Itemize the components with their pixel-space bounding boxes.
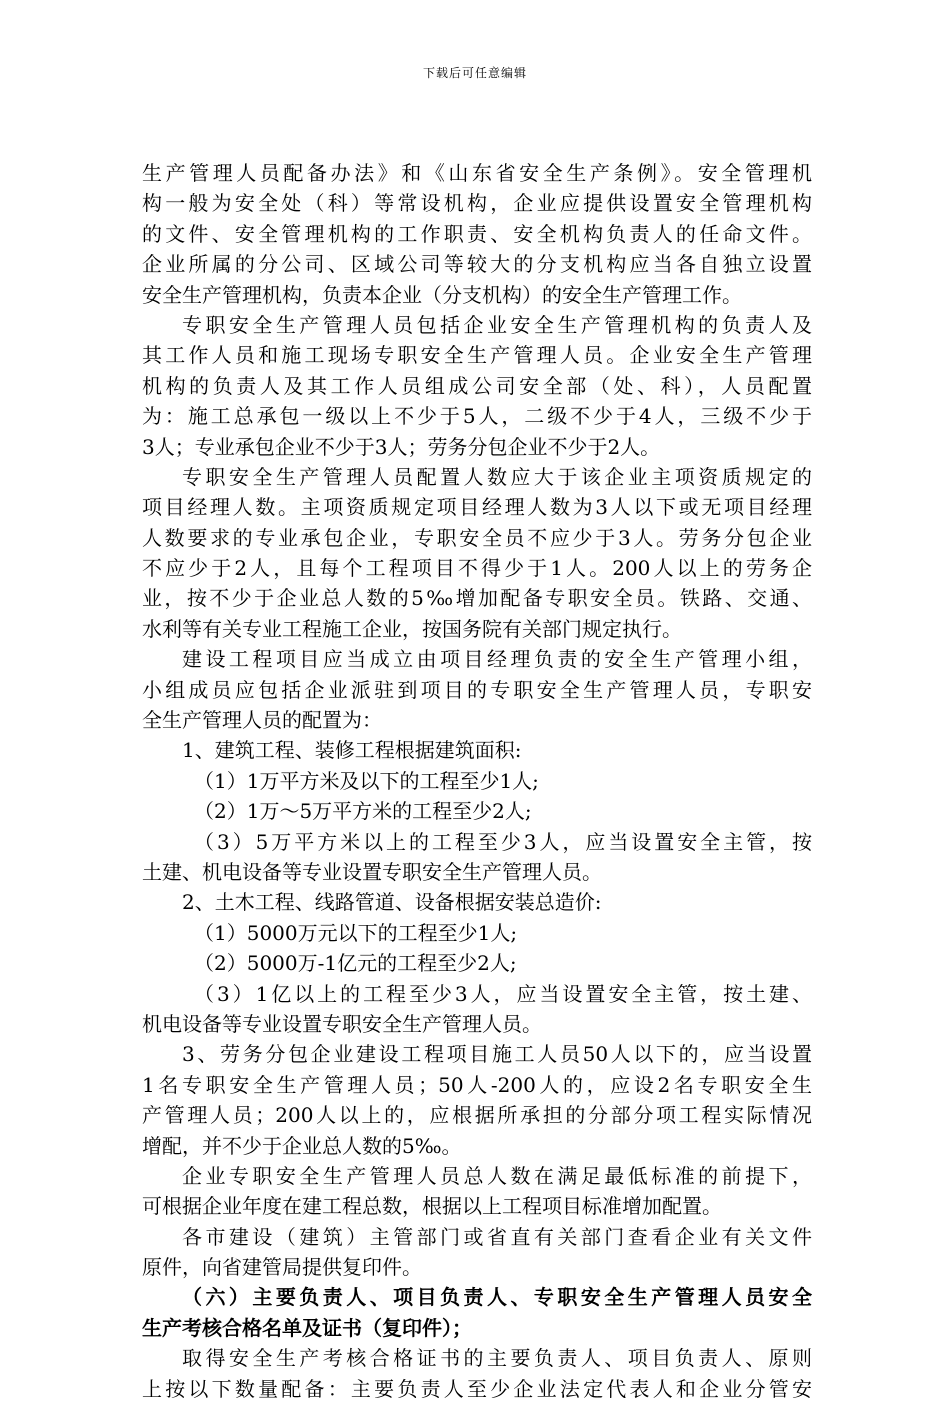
body-text-line: 机电设备等专业设置专职安全生产管理人员。 — [142, 1011, 542, 1036]
body-text-line: 增配，并不少于企业总人数的5‰。 — [142, 1133, 462, 1158]
body-text-line: 不应少于2人，且每个工程项目不得少于1人。200人以上的劳务企 — [142, 556, 812, 581]
body-text-line: 企业所属的分公司、区域公司等较大的分支机构应当各自独立设置 — [142, 252, 812, 277]
body-text-line: 人数要求的专业承包企业，专职安全员不应少于3人。劳务分包企业 — [142, 525, 812, 550]
body-text-line: 生产管理人员配备办法》和《山东省安全生产条例》。安全管理机 — [142, 161, 812, 185]
body-text-line: 2、土木工程、线路管道、设备根据安装总造价: — [182, 890, 602, 915]
body-text-line: 生产考核合格名单及证书（复印件）； — [142, 1315, 472, 1340]
body-text-line: 3、劳务分包企业建设工程项目施工人员50人以下的，应当设置 — [182, 1042, 812, 1067]
body-text-line: 取得安全生产考核合格证书的主要负责人、项目负责人、原则 — [182, 1346, 812, 1371]
body-text-line: 产管理人员；200人以上的，应根据所承担的分部分项工程实际情况 — [142, 1103, 812, 1128]
document-body — [142, 158, 812, 1404]
body-text-line: 3人；专业承包企业不少于3人；劳务分包企业不少于2人。 — [142, 434, 661, 459]
body-text-line: 水利等有关专业工程施工企业，按国务院有关部门规定执行。 — [142, 616, 682, 641]
body-text-line: 为：施工总承包一级以上不少于5人，二级不少于4人，三级不少于 — [142, 404, 812, 429]
body-text-line: 1名专职安全生产管理人员；50人-200人的，应设2名专职安全生 — [142, 1072, 812, 1097]
body-text-line: （2）5000万-1亿元的工程至少2人; — [194, 951, 517, 976]
page-header-note: 下载后可任意编辑 — [422, 66, 527, 80]
body-text-line: 专职安全生产管理人员包括企业安全生产管理机构的负责人及 — [182, 312, 812, 337]
body-text-line: 建设工程项目应当成立由项目经理负责的安全生产管理小组， — [182, 647, 812, 672]
body-text-line: 机构的负责人及其工作人员组成公司安全部（处、科），人员配置 — [142, 373, 812, 398]
body-text-line: 其工作人员和施工现场专职安全生产管理人员。企业安全生产管理 — [142, 343, 812, 368]
body-text-line: 项目经理人数。主项资质规定项目经理人数为3人以下或无项目经理 — [142, 495, 812, 520]
body-text-line: 构一般为安全处（科）等常设机构，企业应提供设置安全管理机构 — [142, 191, 812, 216]
body-text-line: （1）1万平方米及以下的工程至少1人; — [194, 768, 539, 793]
body-text-line: （2）1万～5万平方米的工程至少2人; — [194, 799, 532, 824]
body-text-line: （六）主要负责人、项目负责人、专职安全生产管理人员安全 — [182, 1285, 812, 1310]
body-text-line: 可根据企业年度在建工程总数，根据以上工程项目标准增加配置。 — [142, 1194, 722, 1219]
body-text-line: 的文件、安全管理机构的工作职责、安全机构负责人的任命文件。 — [142, 221, 812, 246]
body-text-line: 小组成员应包括企业派驻到项目的专职安全生产管理人员，专职安 — [142, 677, 812, 702]
body-text-line: 全生产管理人员的配置为： — [142, 708, 382, 733]
body-text-line: 原件，向省建管局提供复印件。 — [142, 1255, 422, 1280]
body-text-line: 业，按不少于企业总人数的5‰增加配备专职安全员。铁路、交通、 — [142, 586, 812, 611]
body-text-line: （1）5000万元以下的工程至少1人; — [194, 920, 518, 945]
body-text-line: 上按以下数量配备：主要负责人至少企业法定代表人和企业分管安 — [142, 1376, 812, 1401]
body-text-line: 各市建设（建筑）主管部门或省直有关部门查看企业有关文件 — [182, 1224, 812, 1249]
body-text-line: 专职安全生产管理人员配置人数应大于该企业主项资质规定的 — [182, 464, 812, 489]
body-text-line: （3）1亿以上的工程至少3人，应当设置安全主管，按土建、 — [194, 981, 812, 1006]
body-text-line: 企业专职安全生产管理人员总人数在满足最低标准的前提下， — [182, 1163, 812, 1188]
body-text-line: （3）5万平方米以上的工程至少3人，应当设置安全主管，按 — [194, 829, 812, 854]
body-text-line: 1、建筑工程、装修工程根据建筑面积: — [182, 738, 522, 763]
body-text-line: 安全生产管理机构，负责本企业（分支机构）的安全生产管理工作。 — [142, 282, 742, 307]
body-text-line: 土建、机电设备等专业设置专职安全生产管理人员。 — [142, 859, 602, 884]
